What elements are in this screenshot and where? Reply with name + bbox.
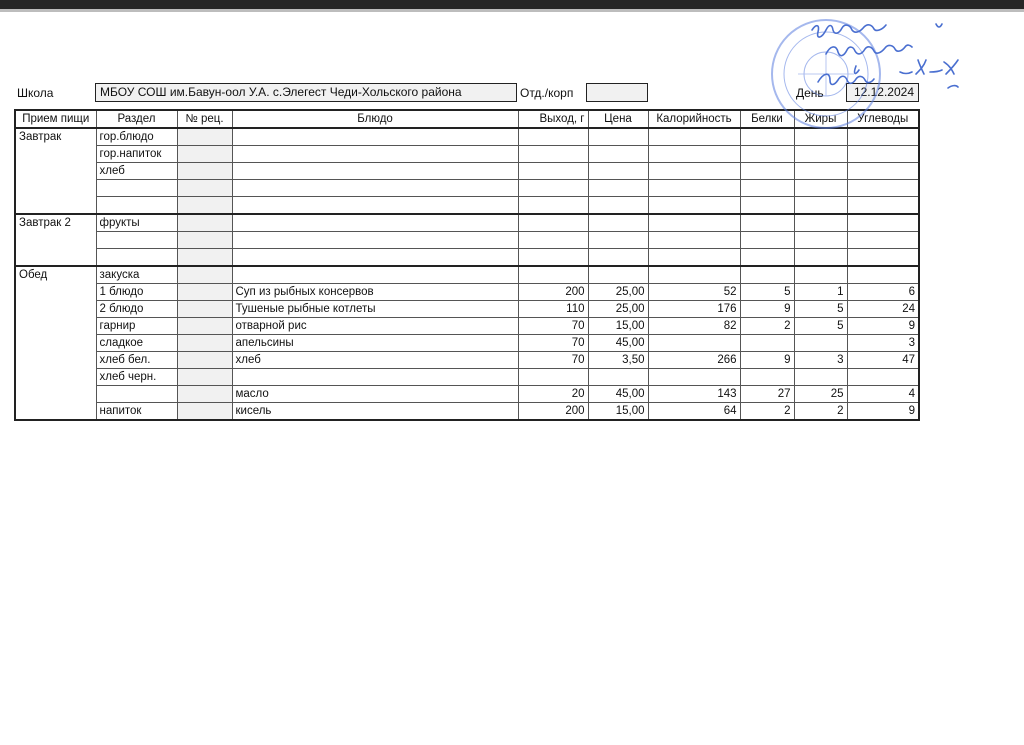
yield-cell: 70: [518, 352, 588, 369]
menu-table-body: [15, 128, 919, 420]
price-cell: 25,00: [588, 284, 648, 301]
section-cell: хлеб черн.: [96, 369, 177, 386]
calories-cell: [648, 249, 740, 267]
fats-cell: 1: [794, 284, 847, 301]
proteins-cell: [740, 214, 794, 232]
proteins-cell: 27: [740, 386, 794, 403]
price-cell: 15,00: [588, 403, 648, 421]
section-cell: [96, 232, 177, 249]
meal-cell: Обед: [15, 266, 96, 420]
department-field: [586, 83, 648, 102]
table-row: [15, 335, 919, 352]
scan-top-edge-shadow: [0, 9, 1024, 12]
dish-cell: [232, 128, 518, 146]
carbs-cell: [847, 369, 919, 386]
table-header-row: [15, 110, 919, 128]
fats-cell: 3: [794, 352, 847, 369]
yield-cell: 110: [518, 301, 588, 318]
fats-cell: [794, 163, 847, 180]
proteins-cell: 9: [740, 352, 794, 369]
proteins-cell: [740, 180, 794, 197]
recipe-cell: [177, 284, 232, 301]
carbs-cell: 47: [847, 352, 919, 369]
column-header: № рец.: [177, 110, 232, 128]
column-header: Прием пищи: [15, 110, 96, 128]
dish-cell: [232, 197, 518, 215]
price-cell: [588, 197, 648, 215]
recipe-cell: [177, 232, 232, 249]
calories-cell: [648, 128, 740, 146]
carbs-cell: 9: [847, 318, 919, 335]
dish-cell: хлеб: [232, 352, 518, 369]
recipe-cell: [177, 369, 232, 386]
table-row: [15, 180, 919, 197]
school-name-field: МБОУ СОШ им.Бавун-оол У.А. с.Элегест Чеди-Хольского района: [95, 83, 517, 102]
scan-top-edge: [0, 0, 1024, 9]
proteins-cell: 2: [740, 403, 794, 421]
section-cell: сладкое: [96, 335, 177, 352]
section-cell: фрукты: [96, 214, 177, 232]
fats-cell: [794, 335, 847, 352]
fats-cell: [794, 232, 847, 249]
price-cell: 45,00: [588, 335, 648, 352]
yield-cell: 70: [518, 335, 588, 352]
recipe-cell: [177, 180, 232, 197]
recipe-cell: [177, 318, 232, 335]
proteins-cell: [740, 197, 794, 215]
price-cell: [588, 128, 648, 146]
fats-cell: [794, 128, 847, 146]
price-cell: 25,00: [588, 301, 648, 318]
recipe-cell: [177, 352, 232, 369]
fats-cell: 2: [794, 403, 847, 421]
fats-cell: [794, 266, 847, 284]
price-cell: 45,00: [588, 386, 648, 403]
dish-cell: [232, 266, 518, 284]
recipe-cell: [177, 335, 232, 352]
calories-cell: 176: [648, 301, 740, 318]
price-cell: [588, 266, 648, 284]
menu-table: [14, 109, 920, 421]
yield-cell: 20: [518, 386, 588, 403]
section-cell: [96, 180, 177, 197]
section-cell: напиток: [96, 403, 177, 421]
table-row: [15, 214, 919, 232]
proteins-cell: 2: [740, 318, 794, 335]
fats-cell: [794, 249, 847, 267]
calories-cell: 64: [648, 403, 740, 421]
carbs-cell: [847, 232, 919, 249]
yield-cell: 70: [518, 318, 588, 335]
dish-cell: масло: [232, 386, 518, 403]
department-label: Отд./корп: [520, 86, 574, 100]
proteins-cell: 9: [740, 301, 794, 318]
calories-cell: [648, 369, 740, 386]
calories-cell: [648, 266, 740, 284]
column-header: Жиры: [794, 110, 847, 128]
table-row: [15, 146, 919, 163]
column-header: Выход, г: [518, 110, 588, 128]
fats-cell: [794, 146, 847, 163]
yield-cell: [518, 232, 588, 249]
school-label: Школа: [17, 86, 54, 100]
carbs-cell: 24: [847, 301, 919, 318]
section-cell: гор.напиток: [96, 146, 177, 163]
yield-cell: [518, 163, 588, 180]
carbs-cell: [847, 163, 919, 180]
section-cell: хлеб: [96, 163, 177, 180]
proteins-cell: [740, 266, 794, 284]
table-row: [15, 352, 919, 369]
carbs-cell: 9: [847, 403, 919, 421]
section-cell: [96, 197, 177, 215]
section-cell: хлеб бел.: [96, 352, 177, 369]
carbs-cell: [847, 180, 919, 197]
proteins-cell: [740, 128, 794, 146]
yield-cell: [518, 180, 588, 197]
yield-cell: [518, 146, 588, 163]
section-cell: 2 блюдо: [96, 301, 177, 318]
fats-cell: 5: [794, 318, 847, 335]
yield-cell: [518, 369, 588, 386]
section-cell: [96, 386, 177, 403]
dish-cell: [232, 369, 518, 386]
section-cell: [96, 249, 177, 267]
price-cell: [588, 146, 648, 163]
signature-icon: [812, 24, 958, 88]
dish-cell: апельсины: [232, 335, 518, 352]
column-header: Цена: [588, 110, 648, 128]
recipe-cell: [177, 249, 232, 267]
yield-cell: [518, 249, 588, 267]
proteins-cell: [740, 163, 794, 180]
carbs-cell: [847, 214, 919, 232]
dish-cell: [232, 146, 518, 163]
dish-cell: Суп из рыбных консервов: [232, 284, 518, 301]
recipe-cell: [177, 163, 232, 180]
meal-cell: Завтрак: [15, 128, 96, 214]
calories-cell: [648, 232, 740, 249]
fats-cell: [794, 214, 847, 232]
carbs-cell: 4: [847, 386, 919, 403]
day-label: День: [796, 86, 824, 100]
price-cell: [588, 214, 648, 232]
table-row: [15, 301, 919, 318]
recipe-cell: [177, 146, 232, 163]
table-row: [15, 284, 919, 301]
price-cell: 3,50: [588, 352, 648, 369]
proteins-cell: [740, 232, 794, 249]
table-row: [15, 403, 919, 421]
price-cell: [588, 369, 648, 386]
meal-cell: Завтрак 2: [15, 214, 96, 266]
section-cell: гор.блюдо: [96, 128, 177, 146]
carbs-cell: [847, 249, 919, 267]
yield-cell: 200: [518, 284, 588, 301]
calories-cell: [648, 335, 740, 352]
table-row: [15, 232, 919, 249]
recipe-cell: [177, 128, 232, 146]
dish-cell: Тушеные рыбные котлеты: [232, 301, 518, 318]
calories-cell: 82: [648, 318, 740, 335]
table-row: [15, 318, 919, 335]
calories-cell: 52: [648, 284, 740, 301]
yield-cell: [518, 197, 588, 215]
table-row: [15, 128, 919, 146]
yield-cell: 200: [518, 403, 588, 421]
recipe-cell: [177, 386, 232, 403]
column-header: Углеводы: [847, 110, 919, 128]
day-field: 12.12.2024: [846, 83, 919, 102]
table-row: [15, 266, 919, 284]
proteins-cell: [740, 146, 794, 163]
calories-cell: 143: [648, 386, 740, 403]
fats-cell: 25: [794, 386, 847, 403]
fats-cell: [794, 197, 847, 215]
calories-cell: [648, 163, 740, 180]
recipe-cell: [177, 403, 232, 421]
recipe-cell: [177, 197, 232, 215]
table-row: [15, 197, 919, 215]
dish-cell: [232, 214, 518, 232]
dish-cell: отварной рис: [232, 318, 518, 335]
carbs-cell: 3: [847, 335, 919, 352]
calories-cell: [648, 214, 740, 232]
dish-cell: [232, 163, 518, 180]
price-cell: [588, 232, 648, 249]
calories-cell: [648, 146, 740, 163]
yield-cell: [518, 266, 588, 284]
table-row: [15, 369, 919, 386]
column-header: Блюдо: [232, 110, 518, 128]
dish-cell: [232, 232, 518, 249]
carbs-cell: [847, 146, 919, 163]
column-header: Калорийность: [648, 110, 740, 128]
proteins-cell: [740, 335, 794, 352]
section-cell: гарнир: [96, 318, 177, 335]
carbs-cell: [847, 128, 919, 146]
column-header: Раздел: [96, 110, 177, 128]
column-header: Белки: [740, 110, 794, 128]
calories-cell: [648, 197, 740, 215]
recipe-cell: [177, 214, 232, 232]
fats-cell: [794, 369, 847, 386]
yield-cell: [518, 128, 588, 146]
calories-cell: 266: [648, 352, 740, 369]
table-row: [15, 386, 919, 403]
price-cell: 15,00: [588, 318, 648, 335]
yield-cell: [518, 214, 588, 232]
calories-cell: [648, 180, 740, 197]
section-cell: закуска: [96, 266, 177, 284]
proteins-cell: [740, 249, 794, 267]
table-row: [15, 163, 919, 180]
section-cell: 1 блюдо: [96, 284, 177, 301]
fats-cell: 5: [794, 301, 847, 318]
proteins-cell: 5: [740, 284, 794, 301]
carbs-cell: [847, 266, 919, 284]
price-cell: [588, 249, 648, 267]
recipe-cell: [177, 266, 232, 284]
table-row: [15, 249, 919, 267]
dish-cell: [232, 180, 518, 197]
proteins-cell: [740, 369, 794, 386]
price-cell: [588, 163, 648, 180]
dish-cell: [232, 249, 518, 267]
carbs-cell: 6: [847, 284, 919, 301]
fats-cell: [794, 180, 847, 197]
recipe-cell: [177, 301, 232, 318]
price-cell: [588, 180, 648, 197]
dish-cell: кисель: [232, 403, 518, 421]
carbs-cell: [847, 197, 919, 215]
